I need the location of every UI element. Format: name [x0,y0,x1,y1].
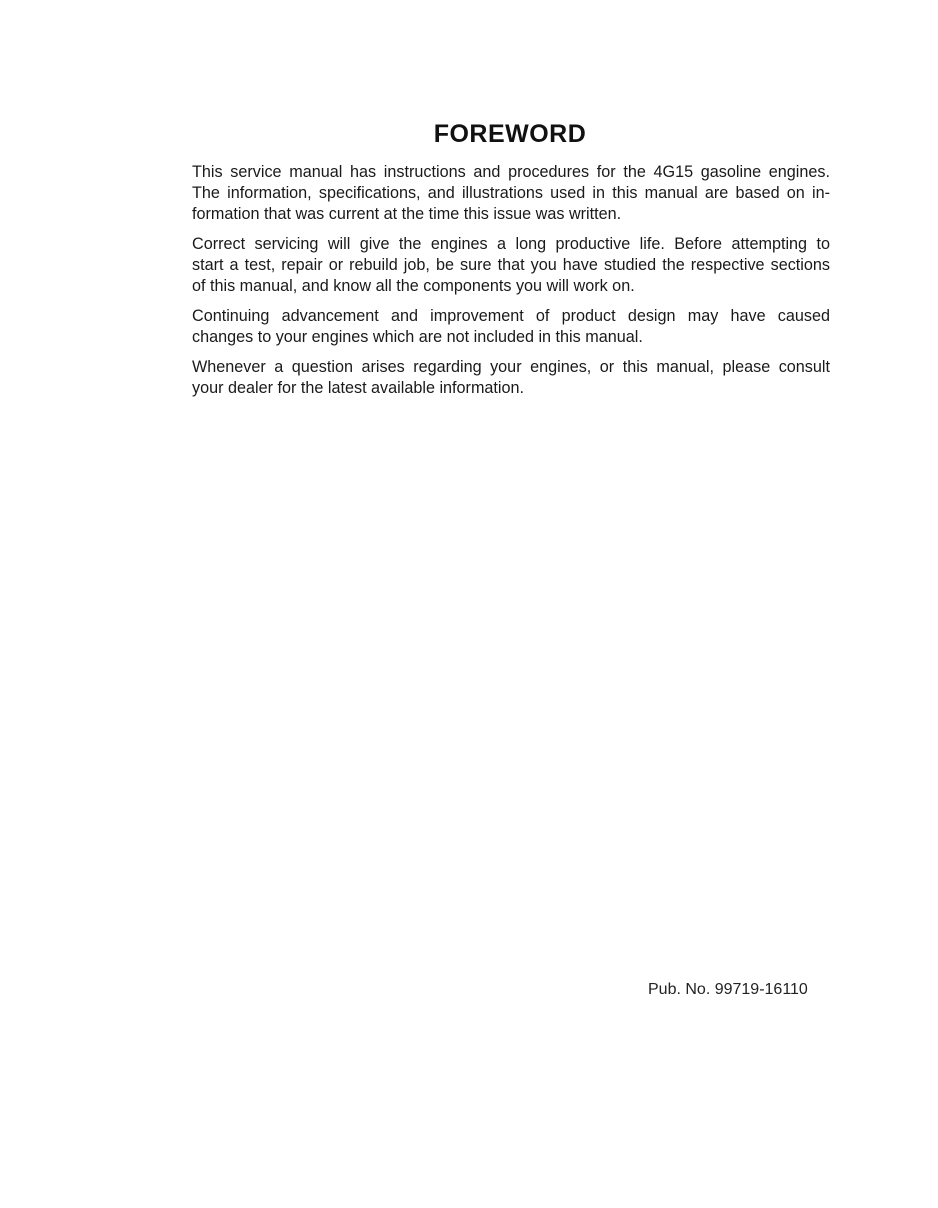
text-line: formation that was current at the time this issue was written. [192,205,622,223]
text-line: start a test, repair or rebuild job, be sure that you have studied the respective sections [192,256,830,274]
paragraph-questions [192,357,830,399]
paragraph-servicing [192,234,830,297]
text-line: of this manual, and know all the components you will work on. [192,277,635,295]
paragraph-advancement [192,306,830,348]
page-title: FOREWORD [433,120,587,148]
text-line: Correct servicing will give the engines a long productive life. Before attempting to [192,235,830,253]
paragraph-intro [192,162,830,225]
text-line: your dealer for the latest available information. [192,379,525,397]
text-line: The information, specifications, and illustrations used in this manual are based on in- [192,184,830,202]
text-line: This service manual has instructions and procedures for the 4G15 gasoline engines. [192,163,830,181]
text-line: changes to your engines which are not included in this manual. [192,328,643,346]
foreword-body [192,162,830,408]
publication-number: Pub. No. 99719-16110 [648,981,808,998]
text-line: Whenever a question arises regarding your engines, or this manual, please consult [192,358,830,376]
text-line: Continuing advancement and improvement of product design may have caused [192,307,830,325]
